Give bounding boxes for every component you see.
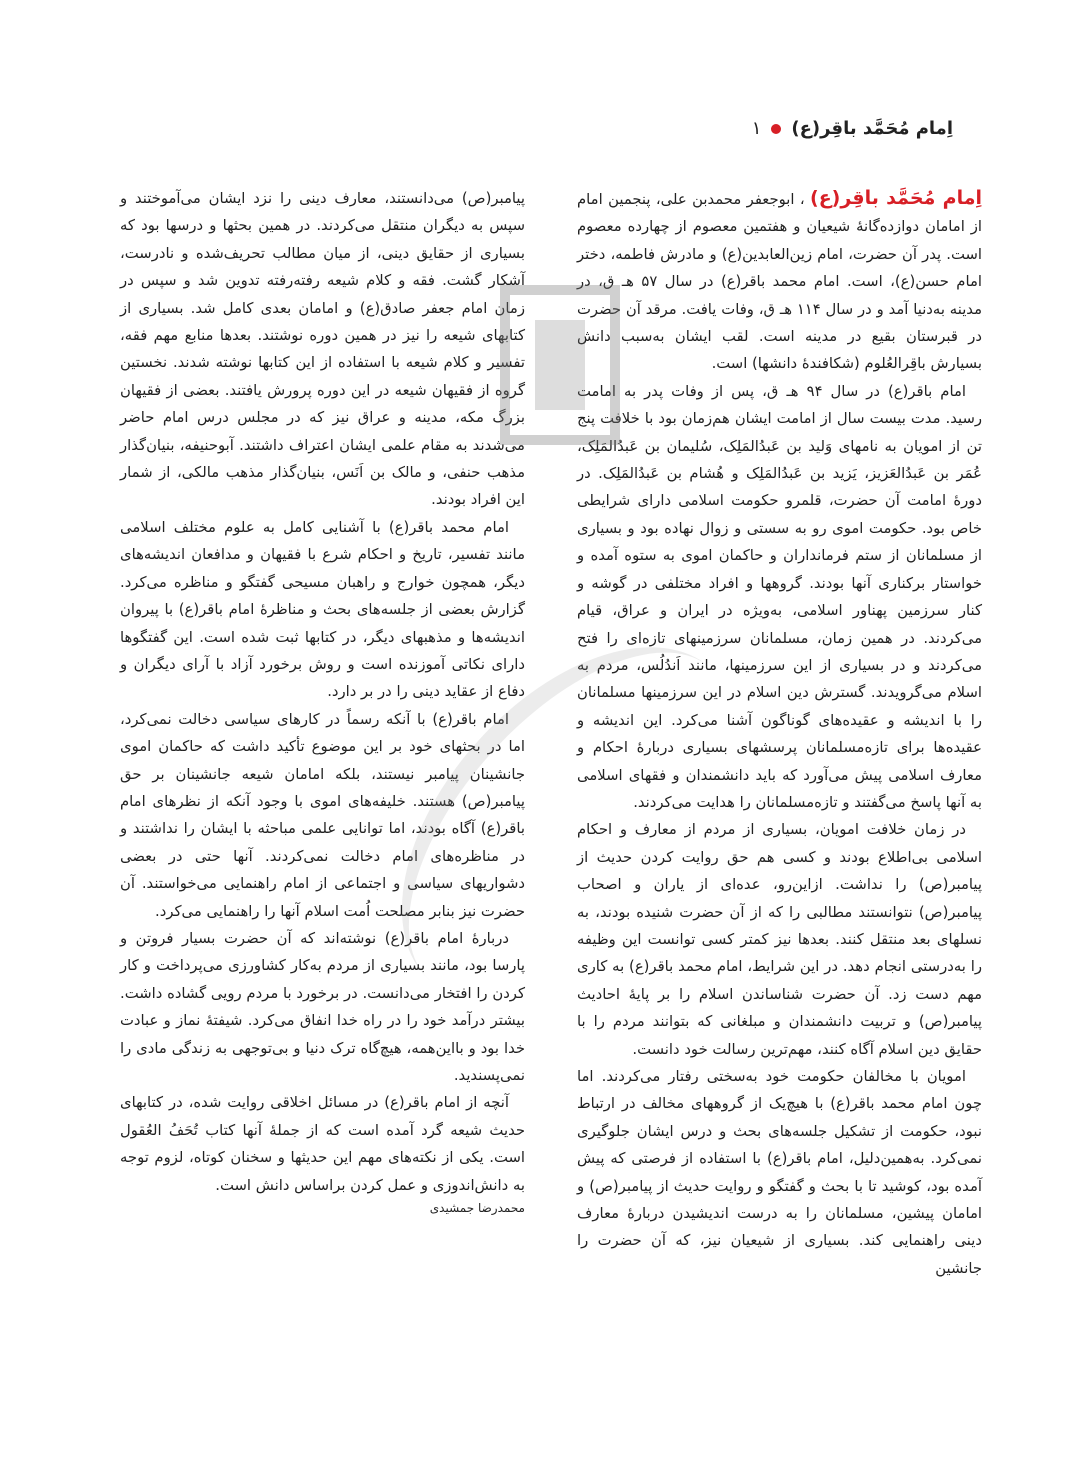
paragraph: پیامبر(ص) می‌دانستند، معارف دینی را نزد ایشان می‌آموختند و سپس به دیگران منتقل می‌کردند. در همین بحثها و درسها بود که بسیاری از حقایق دینی، از میان مطالب تحریف‌شده و نادرست، آشکار گشت. فقه و کلام شیعه رفته‌رفته تدوین شد و سپس در زمان امام جعفر صادق(ع) و امامان بعدی کامل شد. بسیاری از کتابهای شیعه را نیز در همین دوره نوشتند. بعدها منابع مهم فقه، تفسیر و کلام شیعه با استفاده از این کتابها نوشته شدند. نخستین گروه از فقیهان شیعه در این دوره پرورش یافتند. بعضی از فقیهان بزرگ مکه، مدینه و عراق نیز که در مجلس درس امام حاضر می‌شدند به مقام علمی ایشان اعتراف داشتند. آبوحنیفه، بنیان‌گذار مذهب حنفی، و مالک بن اَنَس، بنیان‌گذار مذهب مالکی، از شمار این افراد بودند. bbox=[120, 190, 525, 509]
paragraph: امویان با مخالفان حکومت خود به‌سختی رفتار می‌کردند. اما چون امام محمد باقر(ع) با هیچ‌یک از گروههای مخالف در ارتباط نبود، حکومت از تشکیل جلسه‌های بحث و درس ایشان جلوگیری نمی‌کرد. به‌همین‌دلیل، امام باقر(ع) با استفاده از فرصتی که پیش آمده بود، کوشید تا با بحث و گفتگو و روایت حدیث از پیامبر(ص) و امامان پیشین، مسلمانان را به درست اندیشیدن دربارهٔ معارف دینی راهنمایی کند. بسیاری از شیعیان نیز، که آن حضرت را جانشین bbox=[577, 1068, 982, 1277]
page-number: ۱ bbox=[751, 118, 762, 139]
author-signature: محمدرضا جمشیدی bbox=[429, 1201, 525, 1216]
paragraph: دربارهٔ امام باقر(ع) نوشته‌اند که آن حضرت بسیار فروتن و پارسا بود، مانند بسیاری از مردم به‌کار کشاورزی می‌پرداخت و کار کردن را افتخار می‌دانست. در برخورد با مردم رویی گشاده داشت. بیشتر درآمد خود را در راه خدا انفاق می‌کرد. شیفتهٔ نماز و عبادت خدا بود و بااین‌همه، هیچ‌گاه ترک دنیا و بی‌توجهی به زندگی مادی را نمی‌پسندید. bbox=[120, 929, 525, 1084]
paragraph: در زمان خلافت امویان، بسیاری از مردم از معارف و احکام اسلامی بی‌اطلاع بودند و کسی هم حق روایت کردن حدیث از پیامبر(ص) را نداشت. ازاین‌رو، عده‌ای از یاران و اصحاب پیامبر(ص) نتوانستند مطالبی را که از آن حضرت شنیده بودند، به نسلهای بعد منتقل کنند. بعدها نیز کمتر کسی توانست این وظیفه را به‌درستی انجام دهد. در این شرایط، امام محمد باقر(ع) به کاری مهم دست زد. آن حضرت شناساندن اسلام را بر پایهٔ احادیث پیامبر(ص) و تربیت دانشمندان و مبلغانی که بتوانند مردم را با حقایق دین اسلام آگاه کنند، مهم‌ترین رسالت خود دانست. bbox=[577, 821, 982, 1058]
paragraph-text: ، ابوجعفر محمدبن علی، پنجمین امام از امامان دوازده‌گانهٔ شیعیان و هفتمین معصوم از چهارده معصوم است. پدر آن حضرت، امام زین‌العابدین(ع) و مادرش فاطمه، دختر امام حسن(ع)، است. امام محمد باقر(ع) در سال ۵۷ هـ ق، در مدینه به‌دنیا آمد و در سال ۱۱۴ هـ ق، وفات یافت. مرقد آن حضرت در قبرستان بقیع در مدینه است. لقب ایشان به‌سبب دانش بسیارش باقِرالعُلوم (شکافندهٔ دانشها) است. bbox=[577, 191, 982, 373]
paragraph: امام باقر(ع) در سال ۹۴ هـ ق، پس از وفات پدر به امامت رسید. مدت بیست سال از امامت ایشان هم‌زمان بود با خلافت پنج تن از امویان به نامهای وَلید بن عَبدُالمَلِک، سُلیمان بن عَبدُالمَلِک، عُمَر بن عَبدُالعَزیز، یَزید بن عَبدُالمَلِک و هُشام بن عَبدُالمَلِک. در دورهٔ امامت آن حضرت، قلمرو حکومت اسلامی دارای شرایطی خاص بود. حکومت اموی رو به سستی و زوال نهاده بود و بسیاری از مسلمانان از ستم فرمانداران و حاکمان اموی به ستوه آمده و خواستار برکناری آنها بودند. گروهها و افراد مختلفی در گوشه و کنار سرزمین پهناور اسلامی، به‌ویژه در ایران و عراق، قیام می‌کردند. در همین زمان، مسلمانان سرزمینهای تازه‌ای را فتح می‌کردند و در بسیاری از این سرزمینها، مانند اَندُلُس، مردم به اسلام می‌گرویدند. گسترش دین اسلام در این سرزمینها مسلمانان را با اندیشه و عقیده‌های گوناگون آشنا می‌کرد. این اندیشه و عقیده‌ها برای تازه‌مسلمانان پرسشهای بسیاری دربارهٔ احکام و معارف اسلامی پیش می‌آورد که باید دانشمندان و فقهای اسلامی به آنها پاسخ می‌گفتند و تازه‌مسلمانان را هدایت می‌کردند. bbox=[577, 382, 982, 811]
right-column bbox=[577, 185, 982, 1282]
paragraph: آنچه از امام باقر(ع) در مسائل اخلاقی روایت شده، در کتابهای حدیث شیعه گرد آمده است که از جملهٔ آنها کتاب تُحَفُ العُقول است. یکی از نکته‌های مهم این حدیثها و سخنان کوتاه، لزوم توجه به دانش‌اندوزی و عمل کردن براساس دانش است. bbox=[120, 1094, 525, 1194]
paragraph bbox=[577, 185, 982, 378]
red-dot-icon bbox=[771, 124, 781, 134]
left-column bbox=[120, 185, 525, 1222]
paragraph: امام باقر(ع) با آنکه رسماً در کارهای سیاسی دخالت نمی‌کرد، اما در بحثهای خود بر این موضوع تأکید داشت که حاکمان اموی جانشینان پیامبر نیستند، بلکه امامان شیعه جانشینان بر حق پیامبر(ص) هستند. خلیفه‌های اموی با وجود آنکه از نظرهای امام باقر(ع) آگاه بودند، اما توانایی علمی مباحثه با ایشان را نداشتند و در مناظره‌های امام دخالت نمی‌کردند. آنها حتی در بعضی دشواریهای سیاسی و اجتماعی از امام راهنمایی می‌خواستند. آن حضرت نیز بنابر مصلحت اُمت اسلام آنها را راهنمایی می‌کرد. bbox=[120, 710, 525, 920]
running-title: اِمام مُحَمَّد باقِر(ع) bbox=[791, 118, 953, 139]
running-header bbox=[752, 118, 953, 139]
paragraph: امام محمد باقر(ع) با آشنایی کامل به علوم مختلف اسلامی مانند تفسیر، تاریخ و احکام شرع با فقیهان و مدافعان اندیشه‌های دیگر، همچون خوارج و راهبان مسیحی گفتگو و مناظره می‌کرد. گزارش بعضی از جلسه‌های بحث و مناظرهٔ امام باقر(ع) با پیروان اندیشه‌ها و مذهبهای دیگر، در کتابها ثبت شده است. این گفتگوها دارای نکاتی آموزنده است و روش برخورد آزاد با آرای دیگران و دفاع از عقاید دینی را در بر دارد. bbox=[120, 518, 525, 701]
article-title: اِمام مُحَمَّد باقِر(ع) bbox=[810, 187, 982, 209]
